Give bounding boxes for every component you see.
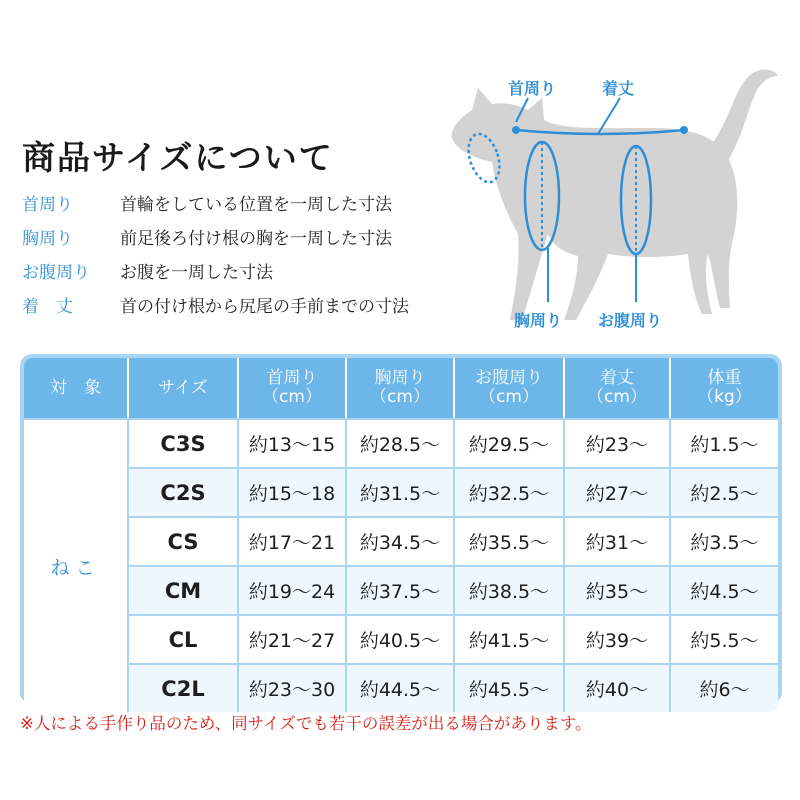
chest-cell: 約34.5～: [347, 516, 455, 565]
definition-desc: 前足後ろ付け根の胸を一周した寸法: [120, 229, 392, 249]
chest-cell: 約28.5～: [347, 418, 455, 467]
weight-cell: 約2.5～: [671, 467, 778, 516]
definition-term: 胸周り: [22, 229, 73, 249]
length-cell: 約27～: [565, 467, 671, 516]
length-cell: 約23～: [565, 418, 671, 467]
size-cell: CM: [129, 565, 239, 614]
size-table: [24, 358, 778, 712]
header-neck: 首周り （cm）: [239, 358, 347, 418]
target-cell: ねこ: [24, 418, 129, 712]
chest-cell: 約31.5～: [347, 467, 455, 516]
label-chest: 胸周り: [514, 311, 563, 330]
length-cell: 約39～: [565, 614, 671, 663]
definition-term: お腹周り: [22, 263, 90, 283]
header-weight: 体重 （kg）: [671, 358, 778, 418]
label-length: 着丈: [602, 79, 635, 98]
neck-cell: 約17～21: [239, 516, 347, 565]
size-cell: C3S: [129, 418, 239, 467]
neck-cell: 約15～18: [239, 467, 347, 516]
neck-cell: 約13～15: [239, 418, 347, 467]
label-belly: お腹周り: [598, 311, 663, 330]
length-cell: 約31～: [565, 516, 671, 565]
weight-cell: 約3.5～: [671, 516, 778, 565]
chest-cell: 約44.5～: [347, 663, 455, 712]
header-length: 着丈 （cm）: [565, 358, 671, 418]
header-target: 対 象: [24, 358, 129, 418]
belly-cell: 約45.5～: [455, 663, 565, 712]
chest-cell: 約37.5～: [347, 565, 455, 614]
definition-desc: 首輪をしている位置を一周した寸法: [120, 195, 392, 215]
weight-cell: 約4.5～: [671, 565, 778, 614]
cat-measurement-diagram: [412, 58, 782, 348]
table-row: [24, 663, 778, 712]
disclaimer-note: ※人による手作り品のため、同サイズでも若干の誤差が出る場合があります。: [20, 714, 592, 733]
neck-cell: 約23～30: [239, 663, 347, 712]
size-cell: CS: [129, 516, 239, 565]
length-cell: 約35～: [565, 565, 671, 614]
definition-term: 着 丈: [22, 297, 73, 317]
definition-term: 首周り: [22, 195, 73, 215]
size-cell: C2L: [129, 663, 239, 712]
chest-cell: 約40.5～: [347, 614, 455, 663]
header-belly: お腹周り （cm）: [455, 358, 565, 418]
header-chest: 胸周り （cm）: [347, 358, 455, 418]
table-row: [24, 565, 778, 614]
definition-desc: お腹を一周した寸法: [120, 263, 273, 283]
header-size: サイズ: [129, 358, 239, 418]
belly-cell: 約41.5～: [455, 614, 565, 663]
label-neck: 首周り: [508, 79, 557, 98]
belly-cell: 約38.5～: [455, 565, 565, 614]
table-row: [24, 516, 778, 565]
neck-cell: 約21～27: [239, 614, 347, 663]
table-row: [24, 614, 778, 663]
weight-cell: 約6～: [671, 663, 778, 712]
table-row: [24, 418, 778, 467]
weight-cell: 約5.5～: [671, 614, 778, 663]
length-cell: 約40～: [565, 663, 671, 712]
weight-cell: 約1.5～: [671, 418, 778, 467]
table-header-row: [24, 358, 778, 418]
neck-cell: 約19～24: [239, 565, 347, 614]
belly-cell: 約29.5～: [455, 418, 565, 467]
size-cell: CL: [129, 614, 239, 663]
size-cell: C2S: [129, 467, 239, 516]
belly-cell: 約32.5～: [455, 467, 565, 516]
cat-silhouette-icon: [412, 58, 782, 348]
definition-desc: 首の付け根から尻尾の手前までの寸法: [120, 297, 409, 317]
page-title: 商品サイズについて: [22, 138, 334, 177]
table-row: [24, 467, 778, 516]
size-table-frame: [20, 354, 782, 704]
belly-cell: 約35.5～: [455, 516, 565, 565]
